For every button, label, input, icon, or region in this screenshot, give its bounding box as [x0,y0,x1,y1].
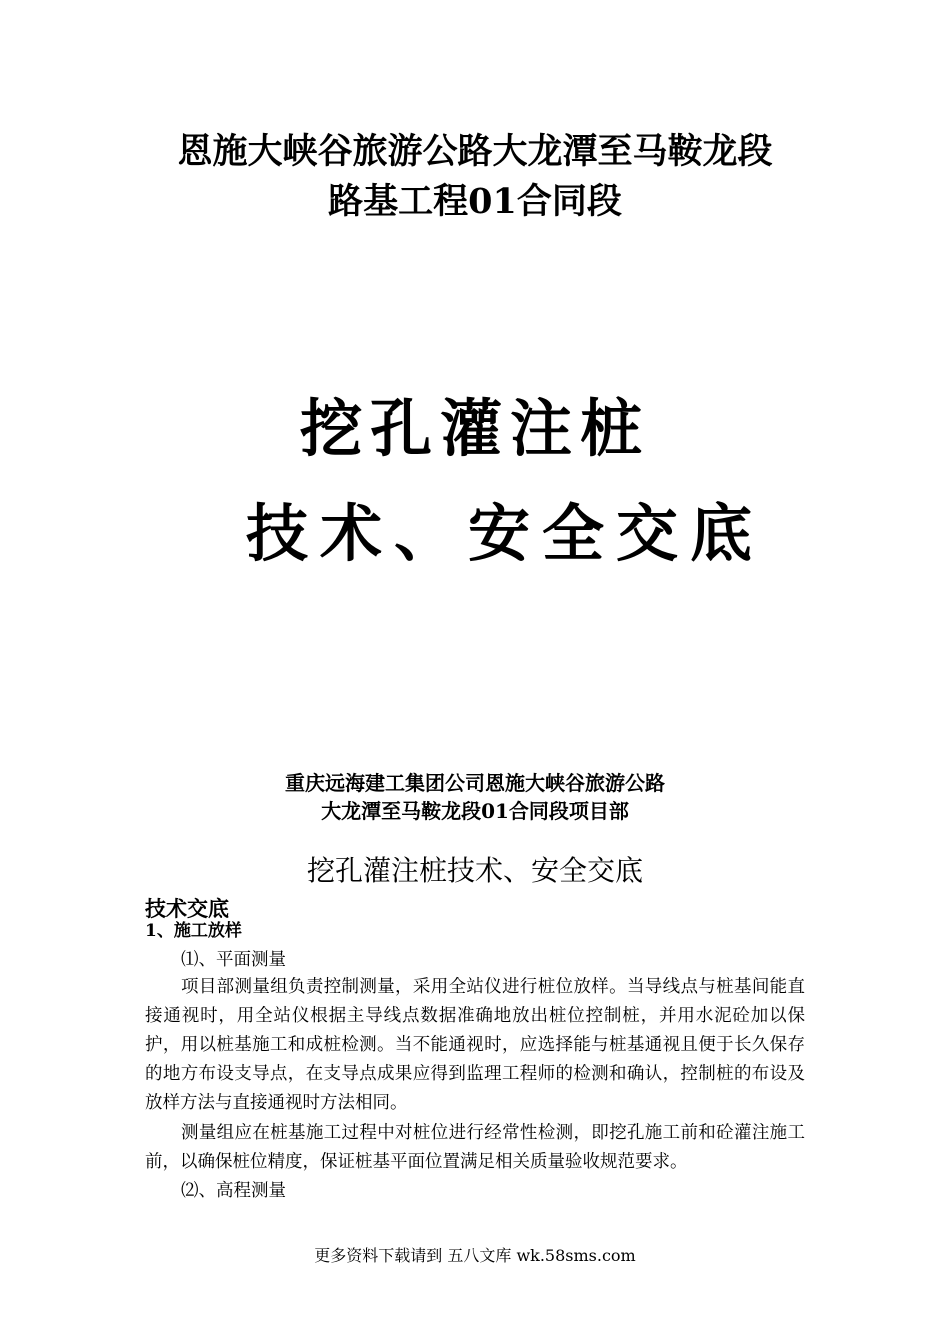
cover-title-line-2: 路基工程01合同段 [328,181,622,222]
section-heading: 技术交底 [145,896,229,921]
sub-item-heading-2: ⑵、高程测量 [181,1181,286,1201]
organization-line-1: 重庆远海建工集团公司恩施大峡谷旅游公路 [285,771,665,795]
paragraph: 项目部测量组负责控制测量，采用全站仪进行桩位放样。当导线点与桩基间能直接通视时，用全站仪根据主导线点数据准确地放出桩位控制桩，并用水泥砼加以保护，用以桩基施工和成桩检测。当不能通视时，应选择能与桩基通视且便于长久保存的地方布设支导点，在支导点成果应得到监理工程师的检测和确认，控制桩的布设及放样方法与直接通视时方法相同。 [145,977,805,1113]
paragraph: 测量组应在桩基施工过程中对桩位进行经常性检测，即挖孔施工前和砼灌注施工前，以确保桩位精度，保证桩基平面位置满足相关质量验收规范要求。 [145,1123,805,1172]
page-footer: 更多资料下载请到 五八文库 wk.58sms.com [314,1246,636,1265]
document-title: 挖孔灌注桩技术、安全交底 [306,854,643,887]
cover-title-line-1: 恩施大峡谷旅游公路大龙潭至马鞍龙段 [177,131,773,172]
section-number-heading: 1、施工放样 [145,921,242,941]
organization-line-2: 大龙潭至马鞍龙段01合同段项目部 [321,799,629,823]
cover-big-title-line-1: 挖孔灌注桩 [299,392,650,465]
cover-big-title-line-2: 技术、安全交底 [245,497,764,570]
sub-item-heading-1: ⑴、平面测量 [181,950,286,970]
